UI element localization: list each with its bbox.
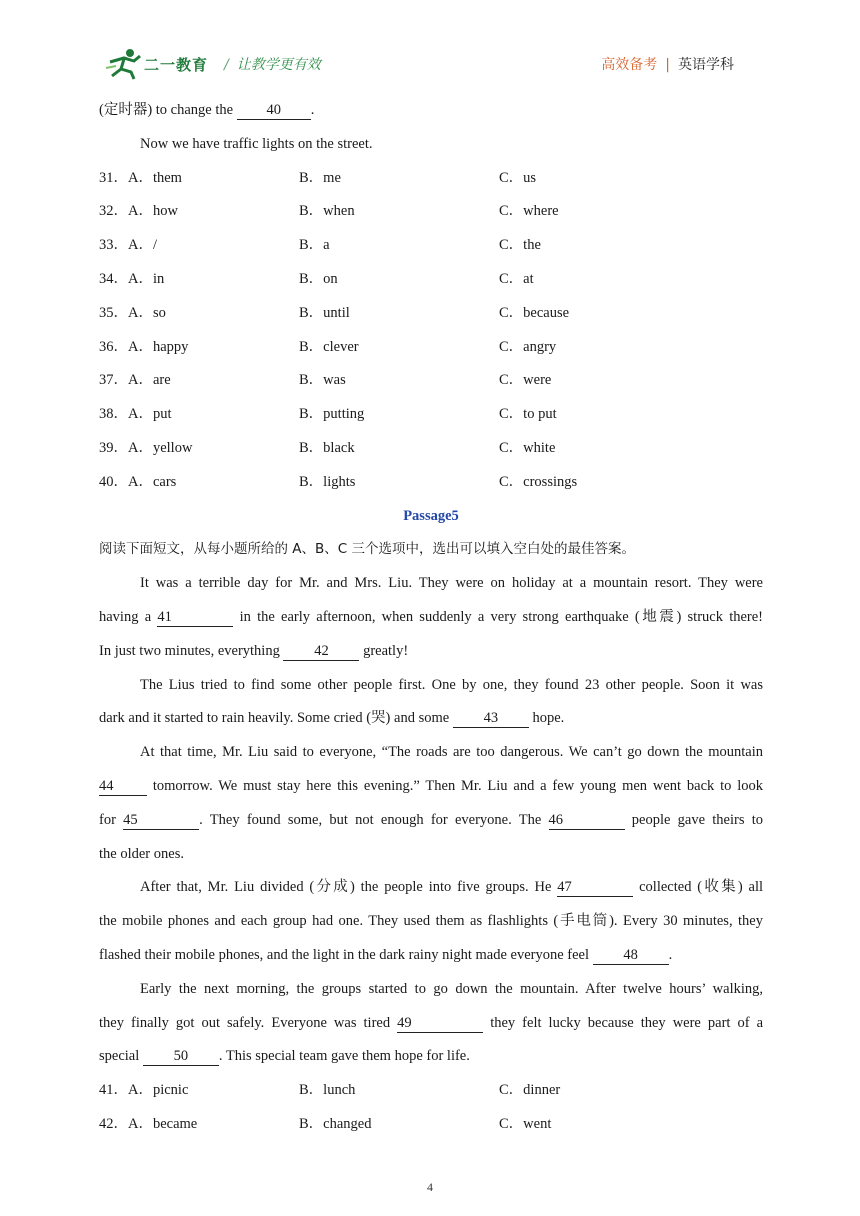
option-b: B．until xyxy=(299,304,350,321)
option-row xyxy=(99,364,763,398)
logo-text: 二一教育 xyxy=(144,56,209,74)
option-b: B．lunch xyxy=(299,1082,356,1099)
paragraph-5: Early the next morning, the groups started to go down the mountain. After twelve hours’ walking, they finally got out safely. Everyone was tired 49 they felt lucky because they were part of a special 50 . This special team gave them hope for life. xyxy=(99,980,764,1065)
option-b: B．clever xyxy=(299,338,359,355)
question-number: 34． xyxy=(99,270,128,287)
option-c: C．were xyxy=(499,372,552,389)
option-b: B．putting xyxy=(299,406,365,423)
answer-blank: 40 xyxy=(237,101,311,120)
option-c: C．went xyxy=(499,1115,552,1132)
answer-blank: 41 xyxy=(157,608,233,627)
closing-line: Now we have traffic lights on the street. xyxy=(140,135,373,152)
option-a-text: A．so xyxy=(128,304,166,321)
passage-instruction: 阅读下面短文，从每小题所给的 A、B、C 三个选项中，选出可以填入空白处的最佳答案。 xyxy=(99,541,636,558)
header-tag-exam: 高效备考 xyxy=(601,57,658,73)
option-a xyxy=(99,162,182,196)
passage-title: Passage5 xyxy=(403,507,459,524)
option-c: C．at xyxy=(499,270,534,287)
option-a xyxy=(99,1074,188,1108)
header-slogan: / 让教学更有效 xyxy=(224,57,321,73)
option-a-text: A．became xyxy=(128,1115,198,1132)
option-row xyxy=(99,195,763,229)
option-a xyxy=(99,331,188,365)
option-b: B．black xyxy=(299,439,355,456)
question-number: 32． xyxy=(99,203,128,220)
option-b: B．me xyxy=(299,169,341,186)
page-number: 4 xyxy=(427,1180,433,1194)
option-row xyxy=(99,1074,763,1108)
question-number: 39． xyxy=(99,439,128,456)
brand-logo xyxy=(104,48,224,80)
option-b: B．changed xyxy=(299,1115,372,1132)
option-row xyxy=(99,229,763,263)
option-a xyxy=(99,229,157,263)
header-tags: 高效备考 | 英语学科 xyxy=(601,57,734,73)
document-body xyxy=(99,94,763,1142)
paragraph-2: The Lius tried to find some other people first. One by one, they found 23 other people. Soon it was dark and it started to rain heavily. Some cried (哭) and some 43 hope. xyxy=(99,676,763,727)
option-b: B．when xyxy=(299,203,355,220)
option-a-text: A．them xyxy=(128,169,182,186)
question-number: 36． xyxy=(99,338,128,355)
option-a-text: A．in xyxy=(128,270,165,287)
option-c: C．us xyxy=(499,169,537,186)
answer-blank: 42 xyxy=(283,642,359,661)
option-row xyxy=(99,263,763,297)
option-b: B．a xyxy=(299,237,330,254)
option-c: C．dinner xyxy=(499,1082,561,1099)
option-a xyxy=(99,364,171,398)
option-a xyxy=(99,195,178,229)
option-c: C．angry xyxy=(499,338,557,355)
option-row xyxy=(99,331,763,365)
option-a-text: A．/ xyxy=(128,237,157,254)
option-a xyxy=(99,263,164,297)
option-row xyxy=(99,1108,763,1142)
answer-blank: 48 xyxy=(593,946,669,965)
option-a-text: A．how xyxy=(128,203,178,220)
option-a-text: A．picnic xyxy=(128,1082,189,1099)
option-row xyxy=(99,162,763,196)
option-b: B．on xyxy=(299,270,338,287)
option-row xyxy=(99,432,763,466)
option-a xyxy=(99,297,166,331)
intro-line: (定时器) to change the 40 . xyxy=(99,102,315,118)
option-a-text: A．cars xyxy=(128,473,177,490)
header-tag-subject: 英语学科 xyxy=(678,57,734,73)
option-row xyxy=(99,297,763,331)
answer-blank: 47 xyxy=(557,878,633,897)
runner-icon xyxy=(104,48,144,80)
option-c: C．the xyxy=(499,237,541,254)
option-row xyxy=(99,466,763,500)
slogan-text: 让教学更有效 xyxy=(236,57,321,73)
options-41-42 xyxy=(99,1074,763,1142)
option-a xyxy=(99,432,192,466)
option-a xyxy=(99,1108,197,1142)
question-number: 40． xyxy=(99,473,128,490)
option-a-text: A．put xyxy=(128,406,172,423)
option-a-text: A．are xyxy=(128,372,171,389)
question-number: 33． xyxy=(99,237,128,254)
answer-blank: 46 xyxy=(549,811,625,830)
question-number: 42． xyxy=(99,1115,128,1132)
option-a-text: A．happy xyxy=(128,338,189,355)
answer-blank: 50 xyxy=(143,1047,219,1066)
option-c: C．white xyxy=(499,439,556,456)
option-c: C．to put xyxy=(499,406,557,423)
answer-blank: 45 xyxy=(123,811,199,830)
option-b: B．lights xyxy=(299,473,356,490)
paragraph-4: After that, Mr. Liu divided (分成) the people into five groups. He 47 collected (收集) all the mobile phones and each group had one. They used them as flashlights (手电筒). Every 30 minutes, they flashed their mobile phones, and the light in the dark rainy night made everyone feel 48 . xyxy=(99,879,763,963)
option-a-text: A．yellow xyxy=(128,439,193,456)
question-number: 35． xyxy=(99,304,128,321)
paragraph-3: At that time, Mr. Liu said to everyone, “The roads are too dangerous. We can’t go down the mountain 44 tomorrow. We must stay here this evening.” Then Mr. Liu and a few young men went back to look for 45 . They found some, but not enough for everyone. The 46 people gave theirs to the older ones. xyxy=(99,744,764,862)
option-row xyxy=(99,398,763,432)
option-c: C．because xyxy=(499,304,570,321)
answer-blank: 43 xyxy=(453,709,529,728)
option-a xyxy=(99,466,176,500)
options-31-40 xyxy=(99,162,763,500)
option-c: C．where xyxy=(499,203,559,220)
question-number: 37． xyxy=(99,372,128,389)
question-number: 31． xyxy=(99,169,128,186)
page-header xyxy=(0,0,860,90)
option-a xyxy=(99,398,172,432)
answer-blank: 44 xyxy=(99,777,147,796)
question-number: 38． xyxy=(99,406,128,423)
question-number: 41． xyxy=(99,1082,128,1099)
option-c: C．crossings xyxy=(499,473,578,490)
answer-blank: 49 xyxy=(397,1014,483,1033)
paragraph-1: It was a terrible day for Mr. and Mrs. Liu. They were on holiday at a mountain resort. They were having a 41 in the early afternoon, when suddenly a very strong earthquake (地震) struck there! In just two minutes, everything 42 greatly! xyxy=(99,575,764,659)
option-b: B．was xyxy=(299,372,346,389)
